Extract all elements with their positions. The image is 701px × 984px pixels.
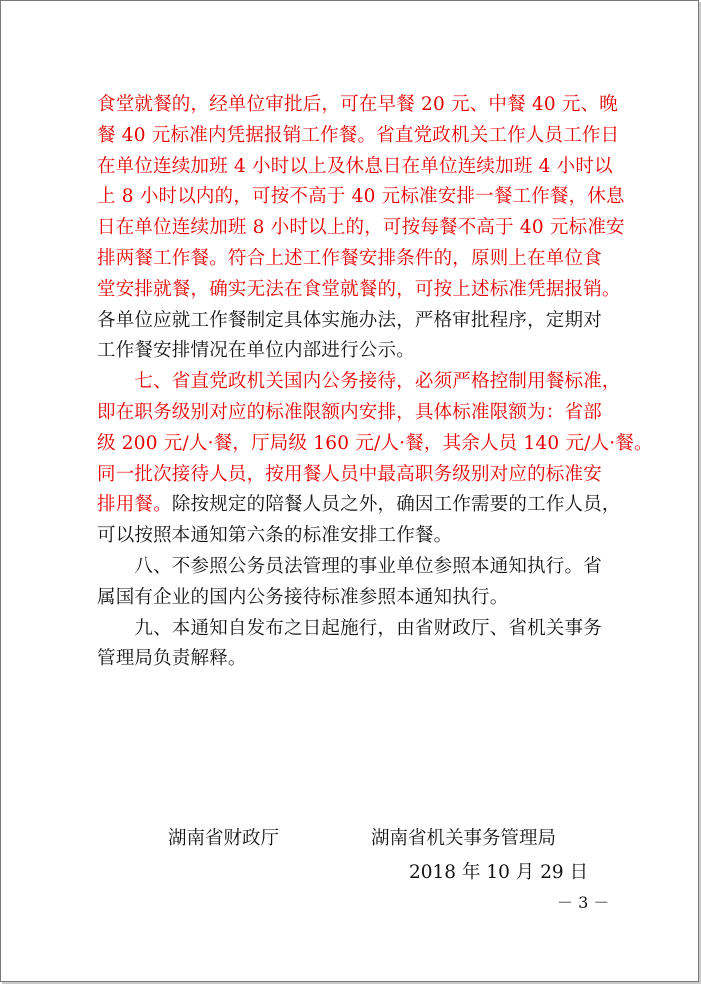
body-line-text: 可以按照本通知第六条的标准安排工作餐。 (97, 525, 453, 547)
body-line (97, 247, 613, 271)
body-line-text: 排两餐工作餐。符合上述工作餐安排条件的，原则上在单位食 (97, 248, 602, 269)
issue-date: 2018 年 10 月 29 日 (409, 862, 589, 883)
body-line-text: 工作餐安排情况在单位内部进行公示。 (97, 340, 415, 362)
body-line-text: 管理局负责解释。 (97, 648, 247, 670)
body-line (97, 124, 620, 148)
body-line-text: 在单位连续加班 4 小时以上及休息日在单位连续加班 4 小时以 (97, 155, 613, 177)
body-line (97, 401, 613, 425)
body-line (97, 309, 613, 333)
body-line (97, 586, 613, 610)
body-line-text: 属国有企业的国内公务接待标准参照本通知执行。 (97, 586, 509, 608)
body-line (97, 555, 613, 579)
body-line (97, 617, 613, 641)
body-line (97, 493, 621, 517)
signature-affairs-bureau: 湖南省机关事务管理局 (371, 828, 557, 849)
body-line (97, 278, 621, 302)
signature-finance-department: 湖南省财政厅 (168, 828, 280, 849)
body-line-text: 七、省直党政机关国内公务接待，必须严格控制用餐标准， (97, 371, 621, 393)
body-line (97, 524, 613, 548)
body-line (97, 93, 619, 117)
body-line-text: 堂安排就餐，确实无法在食堂就餐的，可按上述标准凭据报销。 (97, 278, 621, 300)
body-line (97, 463, 613, 487)
body-line (97, 216, 625, 240)
body-line-text: 排用餐。 (97, 494, 172, 516)
page-number: － 3 － (557, 893, 610, 912)
body-line-text: 即在职务级别对应的标准限额内安排，具体标准限额为：省部 (97, 402, 602, 423)
body-line-text: 各单位应就工作餐制定具体实施办法，严格审批程序，定期对 (97, 309, 602, 331)
body-line (97, 339, 613, 363)
body-line-tail-text: 除按规定的陪餐人员之外，确因工作需要的工作人员， (171, 494, 621, 516)
body-line (97, 155, 613, 179)
body-line (97, 370, 621, 394)
body-line-text: 同一批次接待人员，按用餐人员中最高职务级别对应的标准安 (97, 463, 602, 485)
body-line (97, 647, 613, 671)
body-line-text: 八、不参照公务员法管理的事业单位参照本通知执行。省 (97, 556, 602, 577)
body-line-text: 级 200 元/人·餐，厅局级 160 元/人·餐，其余人员 140 元/人·餐。 (97, 432, 653, 454)
body-line-text: 日在单位连续加班 8 小时以上的，可按每餐不高于 40 元标准安 (97, 217, 625, 239)
body-line-text: 九、本通知自发布之日起施行，由省财政厅、省机关事务 (97, 617, 602, 639)
body-line (97, 432, 653, 456)
body-line (97, 185, 625, 209)
body-line-text: 餐 40 元标准内凭据报销工作餐。省直党政机关工作人员工作日 (97, 124, 620, 146)
body-line-text: 上 8 小时以内的，可按不高于 40 元标准安排一餐工作餐，休息 (97, 186, 625, 208)
body-line-text: 食堂就餐的，经单位审批后，可在早餐 20 元、中餐 40 元、晚 (97, 94, 619, 115)
